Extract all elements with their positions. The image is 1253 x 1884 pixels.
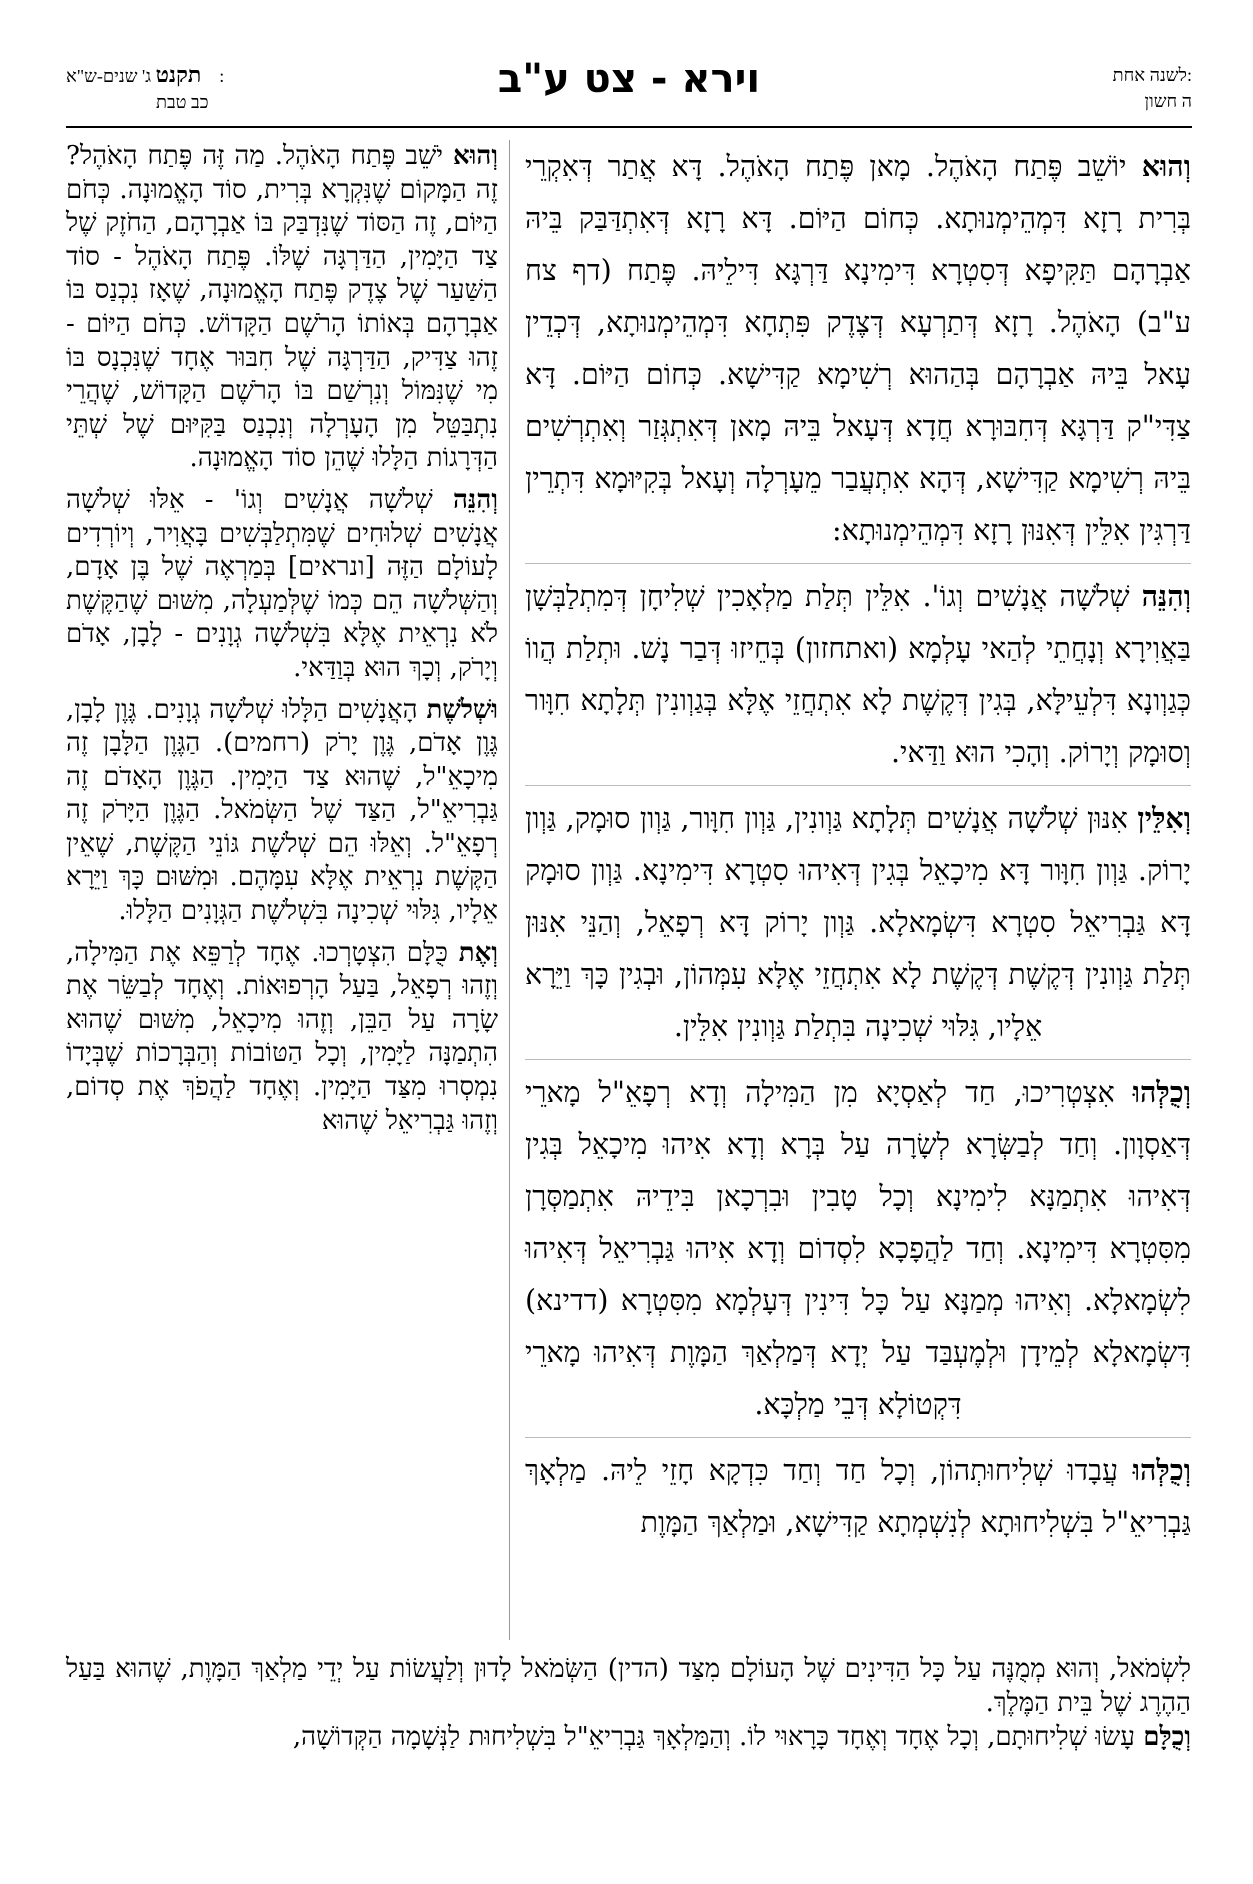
hebrew-paragraph xyxy=(66,140,498,476)
paragraph-text: יֹשֵׁב פֶּתַח הָאֹהֶל. מַה זֶּה פֶּתַח הָאֹהֶל? זֶה הַמָּקוֹם שֶׁנִּקְרָא בְּרִית, סוֹד הָאֱמוּנָה. כְּחֹם הַיּוֹם, זֶה הַסּוֹד שֶׁנִּדְבַּק בּוֹ אַבְרָהָם, הַחֹזֶק שֶׁל צַד הַיָּמִין, הַדַּרְגָּה שֶׁלּוֹ. פֶּתַח הָאֹהֶל - סוֹד הַשַּׁעַר שֶׁל צֶדֶק פֶּתַח הָאֱמוּנָה, שֶׁאָז נִכְנַס בּוֹ אַבְרָהָם בְּאוֹתוֹ הָרֹשֶׁם הַקָּדוֹשׁ. כְּחֹם הַיּוֹם - זֶהוּ צַדִּיק, הַדַּרְגָּה שֶׁל חִבּוּר אֶחָד שֶׁנִּכְנָס בּוֹ מִי שֶׁנִּמּוֹל וְנִרְשַׁם בּוֹ הָרֹשֶׁם הַקָּדוֹשׁ, שֶׁהֲרֵי נִתְבַּטֵּל מִן הָעָרְלָה וְנִכְנַס בַּקִּיּוּם שֶׁל שְׁתֵּי הַדְּרָגוֹת הַלָּלוּ שֶׁהֵן סוֹד הָאֱמוּנָה. xyxy=(66,141,498,474)
paragraph-lead-word: וְכֻלְּהוּ xyxy=(1132,1075,1191,1109)
hebrew-paragraph xyxy=(66,937,498,1139)
hebrew-translation-column xyxy=(66,140,498,1146)
paragraph-text: יוֹשֵׁב פֶּתַח הָאֹהֶל. מָאן פֶּתַח הָאֹהֶל. דָּא אֲתַר דְּאִקְרֵי בְּרִית רָזָא דִּמְהֵימְנוּתָא. כְּחוֹם הַיּוֹם. דָּא רָזָא דְּאִתְדַּבַּק בֵּיהּ אַבְרָהָם תַּקִּיפָא דְּסִטְרָא דִּימִינָא דַּרְגָּא דִּילֵיהּ. פֶּתַח (דף צח ע"ב) הָאֹהֶל. רָזָא דְּתַרְעָא דְּצֶדֶק פִּתְחָא דִּמְהֵימְנוּתָא, דְּכְדֵין עָאל בֵּיהּ אַבְרָהָם בְּהַהוּא רְשִׁימָא קַדִּישָׁא. כְּחוֹם הַיּוֹם. דָּא צַדִּי"ק דַּרְגָּא דְּחִבּוּרָא חֲדָא דְּעָאל בֵּיהּ מָאן דְּאִתְגְּזַר וְאִתְרְשִׁים בֵּיהּ רְשִׁימָא קַדִּישָׁא, דְּהָא אִתְעֲבַר מֵעָרְלָה וְעָאל בְּקִיּוּמָא דִּתְרֵין דַּרְגִּין אִלֵּין דְּאִנּוּן רָזָא דִּמְהֵימְנוּתָא: xyxy=(525,150,1191,547)
paragraph-text: אִנּוּן שְׁלֹשָׁה אֲנָשִׁים תְּלָתָא גַּוְונִין, גַּוְון חִוָּור, גַּוְון סוּמָק, גַּוְון יָרוֹק. גַּוְון חִוָּור דָּא מִיכָאֵל בְּגִין דְּאִיהוּ סִטְרָא דִּימִינָא. גַּוְון סוּמָק דָּא גַּבְרִיאֵל סִטְרָא דִּשְׂמָאלָא. גַּוְון יָרוֹק דָּא רְפָאֵל, וְהַנֵּי אִנּוּן תְּלַת גַּוְונִין דְּקֶשֶׁת דְּקֶשֶׁת לָא אִתְחֲזֵי אֶלָּא עִמְּהוֹן, וּבְגִין כָּךְ וַיֵּרָא אֵלָיו, גִּלּוּי שְׁכִינָה בִּתְלַת גַּוְונִין אִלֵּין. xyxy=(525,802,1191,1043)
aramaic-paragraph xyxy=(525,1444,1191,1555)
paragraph-lead-word: וְהוּא xyxy=(1141,149,1191,183)
bottom-full-width-text xyxy=(66,1652,1191,1754)
paragraph-text: עָשׂוּ שְׁלִיחוּתָם, וְכָל אֶחָד וְאֶחָד כָּרָאוּי לוֹ. וְהַמַּלְאָךְ גַּבְרִיאֵ"ל בִּשְׁלִיחוּת לַנְּשָׁמָה הַקְּדוֹשָׁה, xyxy=(292,1722,1144,1752)
hebrew-paragraph xyxy=(66,694,498,929)
aramaic-paragraph xyxy=(525,140,1191,564)
paragraph-lead-word: וְאִלֵּין xyxy=(1137,801,1191,835)
page-header xyxy=(66,56,1192,124)
aramaic-paragraph xyxy=(525,792,1191,1060)
paragraph-lead-word: וְאֶת xyxy=(458,937,498,968)
aramaic-column xyxy=(525,140,1191,1561)
paragraph-lead-word: וְהוּא xyxy=(453,141,498,171)
paragraph-text: הָאֲנָשִׁים הַלָּלוּ שְׁלֹשָׁה גְוָנִים. גֶּוֶן לָבָן, גֶּוֶן אָדֹם, גֶּוֶן יָרֹק (רחמים). הַגֶּוֶן הַלָּבָן זֶה מִיכָאֵ"ל, שֶׁהוּא צַד הַיָּמִין. הַגֶּוֶן הָאָדֹם זֶה גַּבְרִיאֵ"ל, הַצַּד שֶׁל הַשְּׂמֹאל. הַגֶּוֶן הַיָּרֹק זֶה רְפָאֵ"ל. וְאֵלּוּ הֵם שְׁלֹשֶׁת גּוֹנֵי הַקֶּשֶׁת, שֶׁאֵין הַקֶּשֶׁת נִרְאֵית אֶלָּא עִמָּהֶם. וּמִשּׁוּם כָּךְ וַיֵּרָא אֵלָיו, גִּלּוּי שְׁכִינָה בִּשְׁלֹשֶׁת הַגְּוָנִים הַלָּלוּ. xyxy=(66,694,498,927)
paragraph-text: לִשְׂמֹאל, וְהוּא מְמֻנֶּה עַל כָּל הַדִּינִים שֶׁל הָעוֹלָם מִצַּד (הדין) הַשְּׂמֹאל לָדוּן וְלַעֲשׂוֹת עַל יְדֵי מַלְאַךְ הַמָּוֶת, שֶׁהוּא בַּעַל הַהֶרֶג שֶׁל בֵּית הַמֶּלֶךְ. xyxy=(66,1654,1191,1718)
header-three-years-label: ג' שנים-ש"א: xyxy=(66,66,225,86)
paragraph-text: שְׁלֹשָׁה אֲנָשִׁים וְגוֹ' - אֵלּוּ שְׁלֹשָׁה אֲנָשִׁים שְׁלוּחִים שֶׁמִּתְלַבְּשִׁים בָּאֲוִיר, וְיוֹרְדִים לָעוֹלָם הַזֶּה [ונראים] בְּמַרְאֶה שֶׁל בֶּן אָדָם, וְהַשְּׁלֹשָׁה הֵם כְּמוֹ שֶׁלְּמַעְלָה, מִשּׁוּם שֶׁהַקֶּשֶׁת לֹא נִרְאֵית אֶלָּא בִּשְׁלֹשָׁה גְוָנִים - לָבָן, אָדֹם וְיָרֹק, וְכָךְ הוּא בְּוַדַּאי. xyxy=(66,484,498,683)
header-left-date: כב טבת xyxy=(156,92,209,112)
hebrew-paragraph xyxy=(66,484,498,686)
paragraph-lead-word: וְכֻלָּם xyxy=(1143,1722,1191,1752)
bottom-paragraph xyxy=(66,1652,1191,1720)
aramaic-paragraph xyxy=(525,570,1191,786)
paragraph-text: כֻּלָּם הִצְטָרְכוּ. אֶחָד לְרַפֵּא אֶת הַמִּילָה, וְזֶהוּ רְפָאֵל, בַּעַל הָרְפוּאוֹת. וְאֶחָד לְבַשֵּׂר אֶת שָׂרָה עַל הַבֵּן, וְזֶהוּ מִיכָאֵל, מִשּׁוּם שֶׁהוּא הִתְמַנָּה לַיָּמִין, וְכָל הַטּוֹבוֹת וְהַבְּרָכוֹת שֶׁבְּיָדוֹ נִמְסְרוּ מִצַּד הַיָּמִין. וְאֶחָד לַהֲפֹךְ אֶת סְדוֹם, וְזֶהוּ גַּבְרִיאֵל שֶׁהוּא xyxy=(66,937,498,1136)
column-divider xyxy=(509,140,510,1640)
page-number: תקנט xyxy=(155,62,202,87)
paragraph-lead-word: וְהִנֵּה xyxy=(452,484,498,515)
paragraph-text: שְׁלֹשָׁה אֲנָשִׁים וְגוֹ'. אִלֵּין תְּלַת מַלְאָכִין שְׁלִיחָן דְּמִתְלַבְּשָׁן בַּאֲוִירָא וְנָחֲתֵי לְהַאי עָלְמָא (ואתחזון) בְּחֵיזוּ דְּבַר נָשׁ. וּתְלַת הֲווֹ כְּגַוְונָא דִּלְעֵילָּא, בְּגִין דְּקֶשֶׁת לָא אִתְחֲזֵי אֶלָּא בְּגַוְונִין תְּלָתָא חִוָּור וְסוּמָק וְיָרוֹק. וְהָכִי הוּא וַדַּאי. xyxy=(525,580,1191,769)
paragraph-lead-word: וְכֻלְּהוּ xyxy=(1132,1453,1191,1487)
header-left-info xyxy=(66,62,228,115)
aramaic-paragraph xyxy=(525,1066,1191,1438)
paragraph-lead-word: וְהִנֵּה xyxy=(1141,579,1191,613)
header-date: ה חשון xyxy=(1144,91,1192,111)
paragraph-text: עֲבָדוּ שְׁלִיחוּתְהוֹן, וְכָל חַד וְחַד כִּדְקָא חָזֵי לֵיהּ. מַלְאָךְ גַּבְרִיאֵ"ל בִּשְׁלִיחוּתָא לְנִשְׁמְתָא קַדִּישָׁא, וּמַלְאַךְ הַמָּוֶת xyxy=(525,1454,1191,1539)
paragraph-text: אִצְטְרִיכוּ, חַד לְאַסְיָא מִן הַמִּילָה וְדָא רְפָאֵ"ל מָארֵי דְּאַסְוָון. וְחַד לְבַשְּׂרָא לְשָׂרָה עַל בְּרָא וְדָא אִיהוּ מִיכָאֵל בְּגִין דְּאִיהוּ אִתְמַנָּא לִימִינָא וְכָל טָבִין וּבִרְכָאן בִּידֵיהּ אִתְמַסְּרָן מִסִּטְרָא דִּימִינָא. וְחַד לַהֲפָכָא לִסְדוֹם וְדָא אִיהוּ גַּבְרִיאֵל דְּאִיהוּ לִשְׂמָאלָא. וְאִיהוּ מְמַנָּא עַל כָּל דִּינִין דְּעָלְמָא מִסִּטְרָא (דדינא) דִּשְׂמָאלָא לְמֵידָן וּלְמֶעְבַּד עַל יְדָא דְּמַלְאַךְ הַמָּוֶת דְּאִיהוּ מָארֵי דִּקְטוֹלָא דְּבֵי מַלְכָּא. xyxy=(525,1076,1191,1421)
paragraph-lead-word: וּשְׁלֹשֶׁת xyxy=(426,694,498,725)
header-rule xyxy=(66,126,1192,128)
bottom-paragraph xyxy=(66,1720,1191,1754)
header-year-label: לשנה אחת: xyxy=(1112,65,1192,85)
page-title: וירא - צט ע"ב xyxy=(497,56,761,102)
